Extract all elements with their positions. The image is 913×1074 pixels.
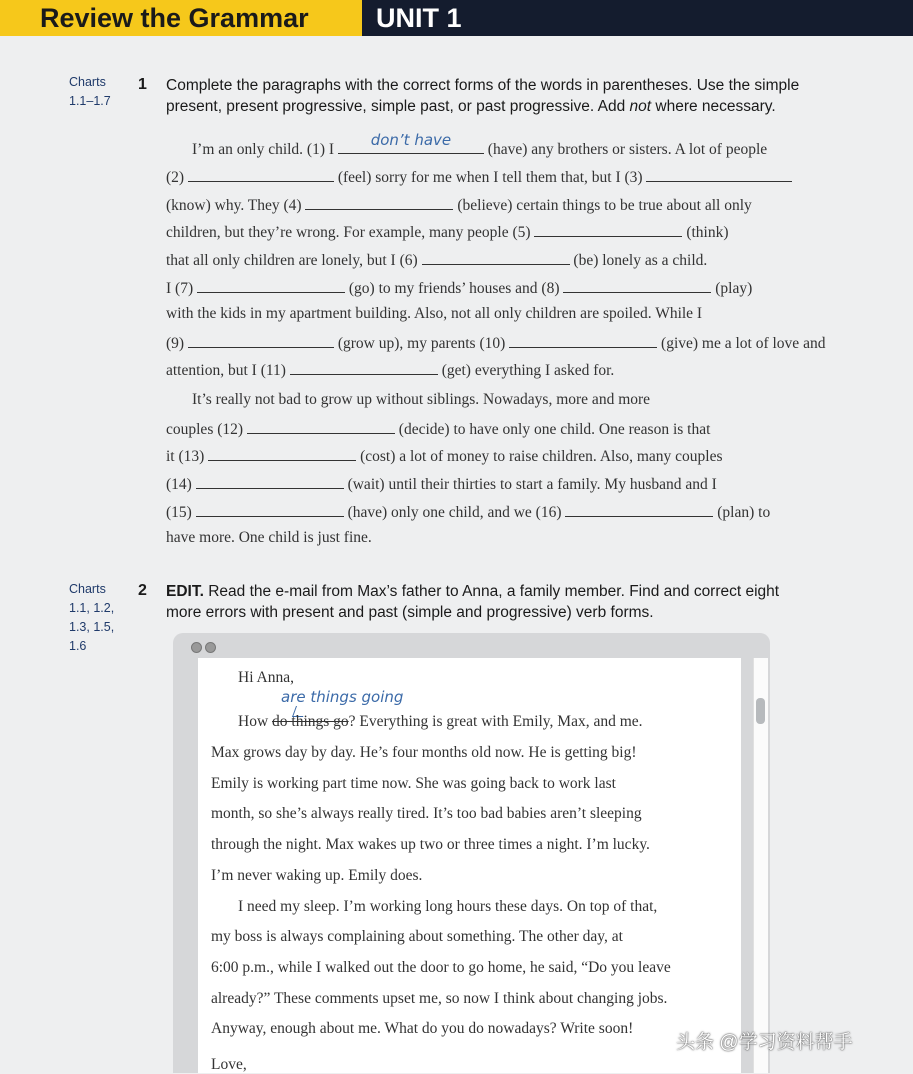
text-line: (2) (feel) sorry for me when I tell them that, but I (3): [166, 167, 792, 187]
answer-blank-12[interactable]: [247, 419, 395, 434]
email-greeting: Hi Anna,: [238, 669, 294, 686]
instruction-line: present, present progressive, simple past, or past progressive. Add not where necessary.: [166, 98, 776, 115]
exercise-number-2: 2: [138, 582, 147, 599]
email-line: I need my sleep. I’m working long hours these days. On top of that,: [238, 898, 658, 915]
answer-blank-5[interactable]: [534, 222, 682, 237]
window-close-icon[interactable]: [191, 642, 202, 653]
text-line: (9) (grow up), my parents (10) (give) me a lot of love and: [166, 335, 826, 352]
email-line: month, so she’s always really tired. It’s too bad babies aren’t sleeping: [211, 805, 642, 822]
text-line: that all only children are lonely, but I (6) (be) lonely as a child.: [166, 252, 708, 269]
answer-blank-11[interactable]: [290, 360, 438, 375]
charts-reference-1: [69, 73, 111, 111]
text-line: I (7) (go) to my friends’ houses and (8) (play): [166, 280, 753, 297]
exercise-1-instructions: [166, 75, 886, 117]
answer-blank-9[interactable]: [188, 333, 334, 348]
charts-label: Charts: [69, 75, 106, 89]
charts-range: 1.6: [69, 639, 87, 653]
email-line: already?” These comments upset me, so now I think about changing jobs.: [211, 990, 668, 1007]
answer-blank-4[interactable]: [305, 195, 453, 210]
struck-text: do things go: [272, 713, 349, 730]
answer-blank-7[interactable]: [197, 278, 345, 293]
answer-blank-10[interactable]: [509, 333, 657, 348]
text-line: have more. One child is just fine.: [166, 529, 372, 546]
email-line: I’m never waking up. Emily does.: [211, 867, 423, 884]
scrollbar-thumb[interactable]: [756, 698, 765, 724]
text-line: it (13) (cost) a lot of money to raise children. Also, many couples: [166, 448, 723, 465]
text-line: (14) (wait) until their thirties to start a family. My husband and I: [166, 476, 717, 493]
answer-blank-2[interactable]: [188, 167, 334, 182]
charts-label: Charts: [69, 582, 106, 596]
email-line: Max grows day by day. He’s four months old now. He is getting big!: [211, 744, 637, 761]
email-line: Emily is working part time now. She was going back to work last: [211, 775, 616, 792]
exercise-number-1: 1: [138, 76, 147, 93]
text-line: couples (12) (decide) to have only one child. One reason is that: [166, 421, 711, 438]
window-minimize-icon[interactable]: [205, 642, 216, 653]
email-line: my boss is always complaining about something. The other day, at: [211, 928, 623, 945]
answer-blank-14[interactable]: [196, 474, 344, 489]
answer-blank-16[interactable]: [565, 502, 713, 517]
handwritten-answer: don’t have: [370, 131, 452, 149]
text-line: attention, but I (11) (get) everything I asked for.: [166, 362, 615, 379]
text-line: with the kids in my apartment building. Also, not all only children are spoiled. While I: [166, 305, 703, 322]
page-header: [0, 0, 913, 36]
email-line: 6:00 p.m., while I walked out the door to go home, he said, “Do you leave: [211, 959, 671, 976]
email-line: How do things go? Everything is great with Emily, Max, and me.: [238, 713, 643, 730]
section-title: Review the Grammar: [0, 0, 362, 36]
answer-blank-8[interactable]: [563, 278, 711, 293]
charts-reference-2: [69, 580, 114, 656]
charts-range: 1.3, 1.5,: [69, 620, 115, 634]
answer-blank-13[interactable]: [208, 446, 356, 461]
answer-blank-1[interactable]: [338, 131, 484, 154]
instruction-line: Complete the paragraphs with the correct forms of the words in parentheses. Use the simple: [166, 77, 800, 94]
answer-blank-3[interactable]: [646, 167, 792, 182]
charts-range: 1.1–1.7: [69, 94, 111, 108]
instruction-line: more errors with present and past (simple and progressive) verb forms.: [166, 604, 654, 621]
answer-blank-6[interactable]: [422, 250, 570, 265]
text-line: (15) (have) only one child, and we (16) (plan) to: [166, 504, 771, 521]
unit-label: UNIT 1: [376, 3, 462, 33]
text-line: children, but they’re wrong. For example, many people (5) (think): [166, 224, 729, 241]
answer-blank-15[interactable]: [196, 502, 344, 517]
text-line: (know) why. They (4) (believe) certain things to be true about all only: [166, 197, 752, 214]
exercise-2-instructions: [166, 581, 886, 623]
email-signoff: Love,: [211, 1056, 247, 1073]
instruction-line: EDIT. Read the e-mail from Max’s father to Anna, a family member. Find and correct eight: [166, 583, 780, 600]
email-line: Anyway, enough about me. What do you do nowadays? Write soon!: [211, 1020, 634, 1037]
scrollbar[interactable]: [753, 658, 768, 1073]
charts-range: 1.1, 1.2,: [69, 601, 115, 615]
watermark: 头条 @学习资料帮手: [676, 1032, 853, 1053]
text-line: It’s really not bad to grow up without siblings. Nowadays, more and more: [192, 391, 651, 408]
email-line: through the night. Max wakes up two or three times a night. I’m lucky.: [211, 836, 650, 853]
text-line: I’m an only child. (1) I don’t have (have) any brothers or sisters. A lot of people: [192, 131, 768, 158]
handwritten-correction: are things going: [281, 688, 404, 706]
